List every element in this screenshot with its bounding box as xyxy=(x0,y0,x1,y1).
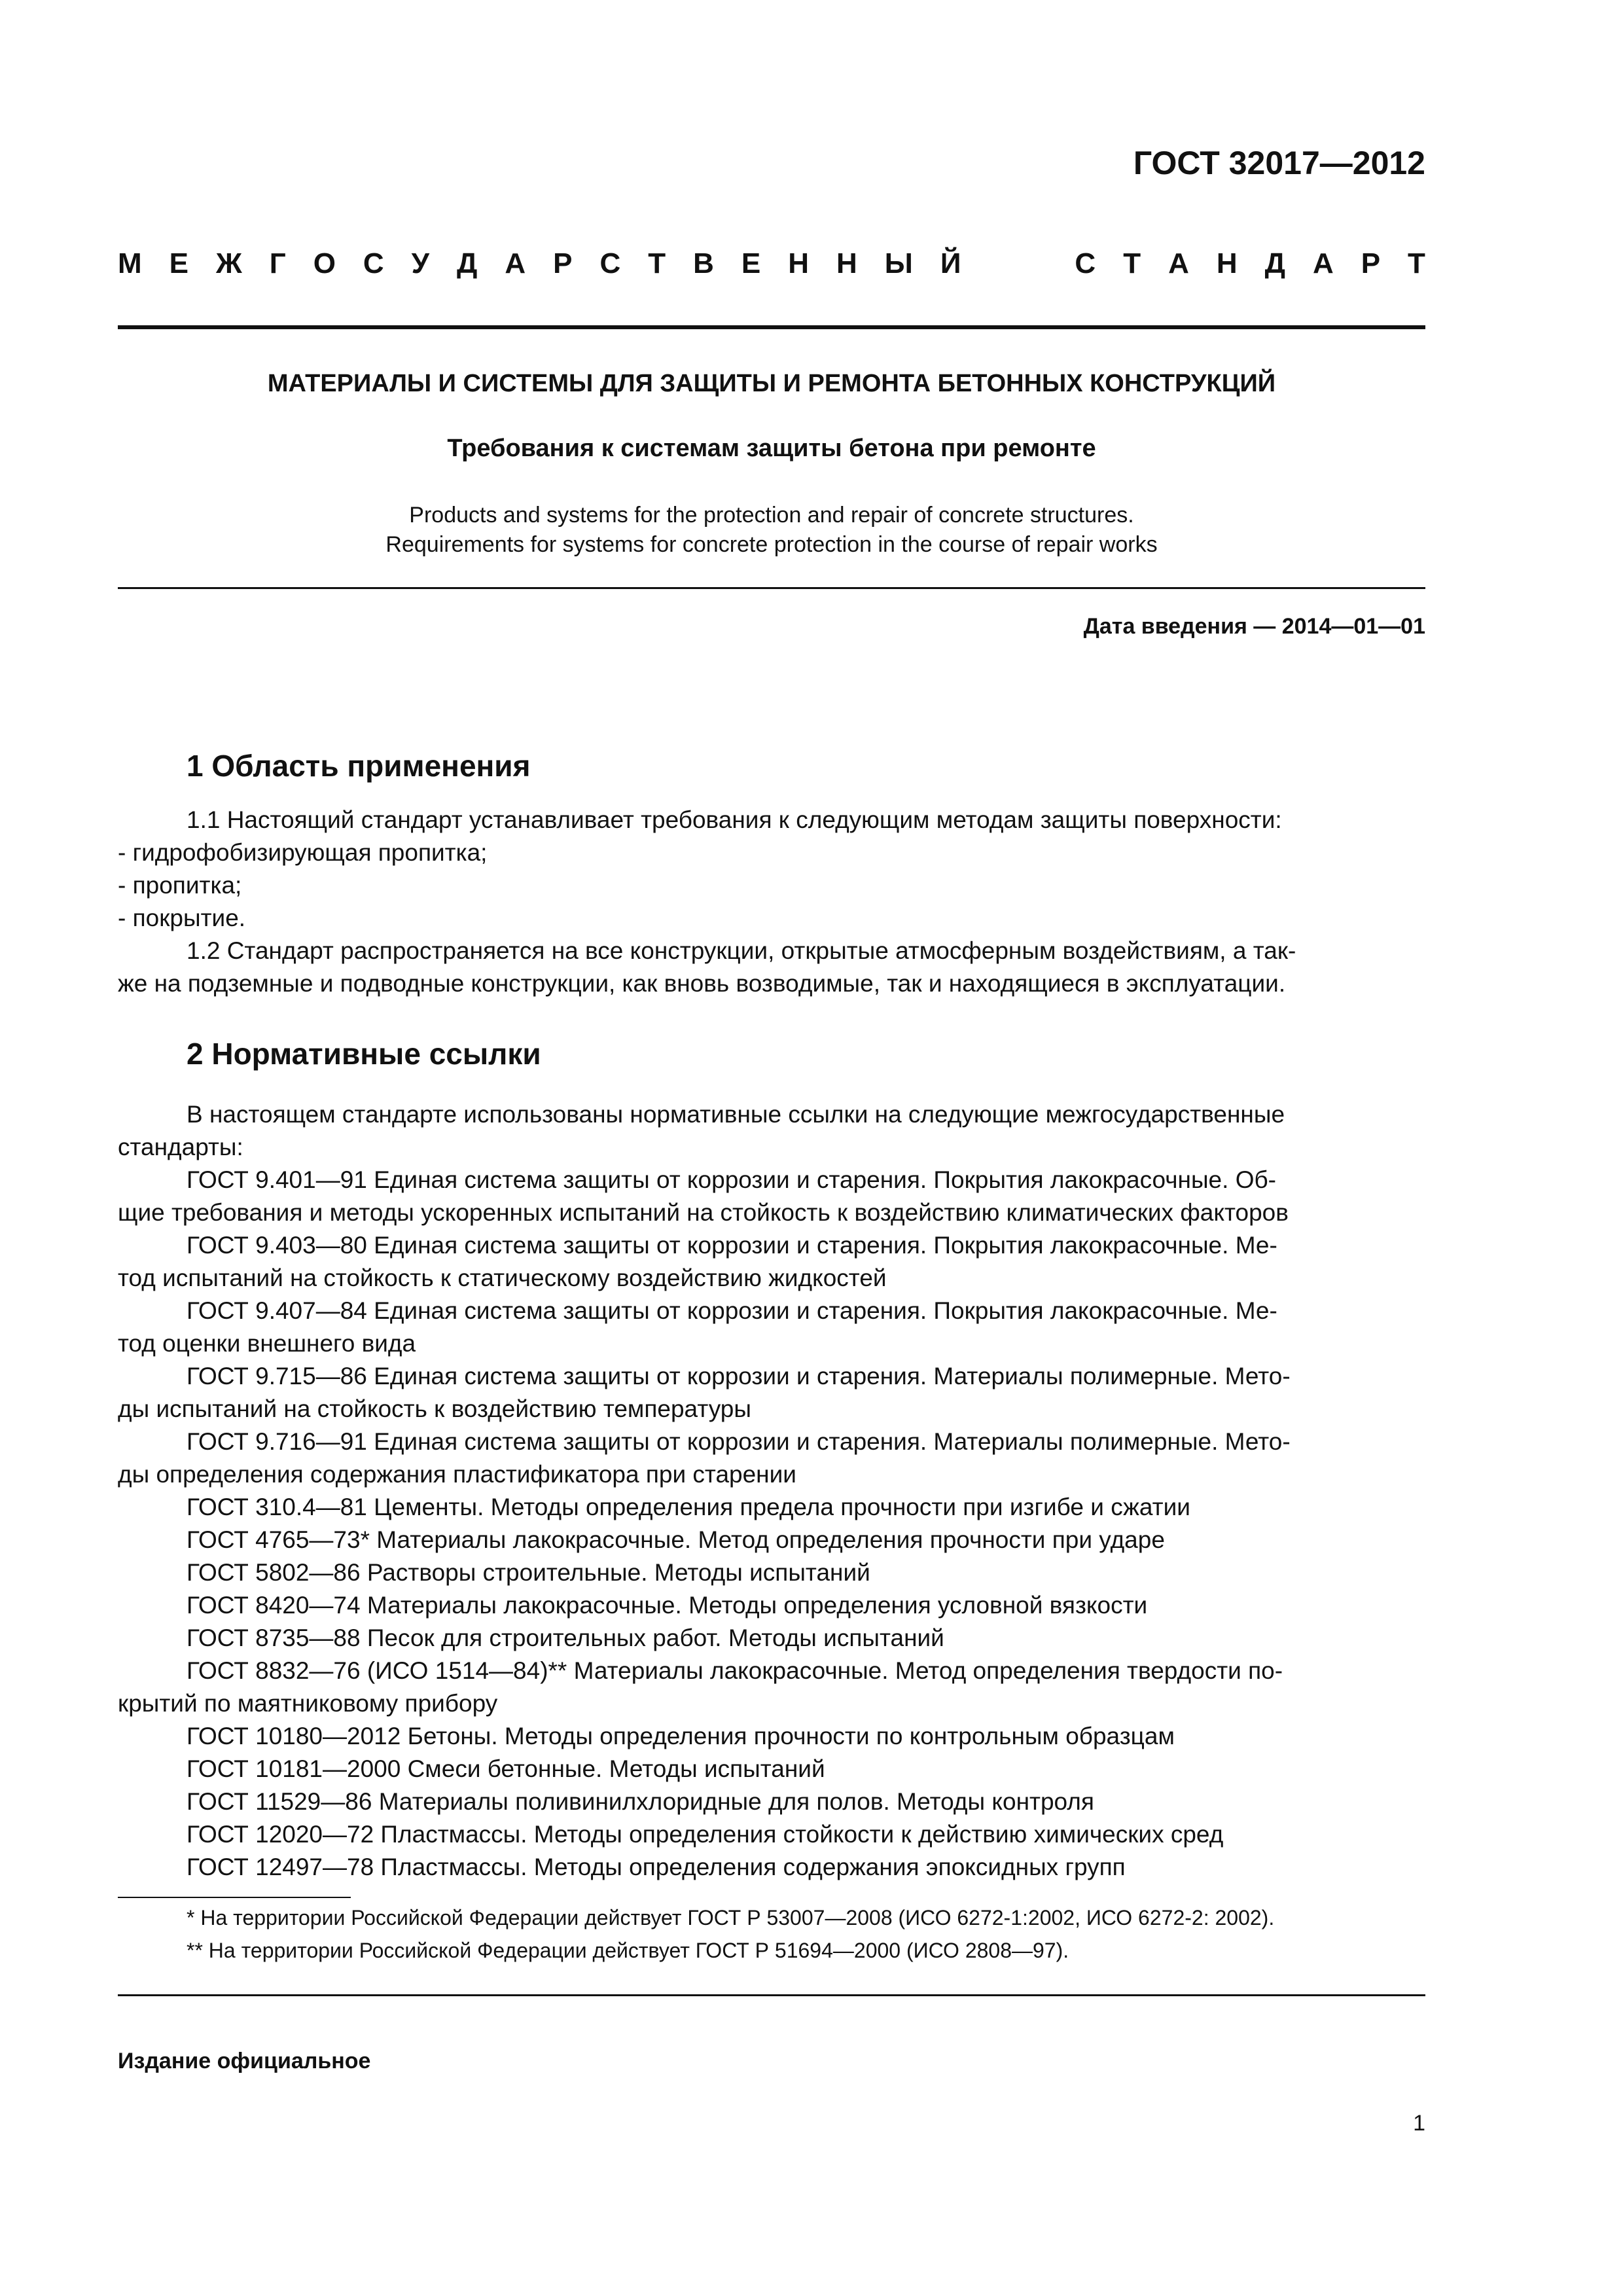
reference-line: ГОСТ 9.401—91 Единая система защиты от коррозии и старения. Покрытия лакокрасочные. Об- xyxy=(187,1166,1276,1193)
text-line: - гидрофобизирующая пропитка; xyxy=(118,839,488,866)
page-number: 1 xyxy=(1413,2111,1425,2136)
letter: Е xyxy=(741,247,761,279)
reference-line: ГОСТ 12020—72 Пластмассы. Методы определения стойкости к действию химических сред xyxy=(187,1821,1224,1848)
letter: Р xyxy=(1361,247,1381,279)
reference-line: ГОСТ 9.407—84 Единая система защиты от коррозии и старения. Покрытия лакокрасочные. Ме- xyxy=(187,1297,1277,1324)
header-divider xyxy=(118,325,1425,329)
letter: А xyxy=(1168,247,1189,279)
letter: Ж xyxy=(215,247,242,279)
reference-line: крытий по маятниковому прибору xyxy=(118,1690,498,1717)
letter: Д xyxy=(457,247,478,279)
text-line: - покрытие. xyxy=(118,905,246,931)
letter: С xyxy=(599,247,621,279)
footnote: ** На территории Российской Федерации действует ГОСТ Р 51694—2000 (ИСО 2808—97). xyxy=(187,1939,1069,1962)
word-gap xyxy=(988,247,1047,280)
letter: Д xyxy=(1264,247,1285,279)
reference-line: ды определения содержания пластификатора при старении xyxy=(118,1461,796,1488)
introduction-date: Дата введения — 2014—01—01 xyxy=(1083,614,1425,639)
letter: Г xyxy=(269,247,286,279)
letter: Н xyxy=(836,247,857,279)
reference-line: ГОСТ 4765—73* Материалы лакокрасочные. Метод определения прочности при ударе xyxy=(187,1526,1165,1553)
letter: Н xyxy=(788,247,810,279)
document-title: МАТЕРИАЛЫ И СИСТЕМЫ ДЛЯ ЗАЩИТЫ И РЕМОНТА БЕТОННЫХ КОНСТРУКЦИЙ xyxy=(267,370,1276,397)
text-line: же на подземные и подводные конструкции, как вновь возводимые, так и находящиеся в эксплуатации. xyxy=(118,970,1286,997)
english-title xyxy=(118,501,1425,560)
letter: С xyxy=(1075,247,1096,279)
footer-divider xyxy=(118,1994,1425,1996)
footnote: * На территории Российской Федерации действует ГОСТ Р 53007—2008 (ИСО 6272-1:2002, ИСО 6272-2: 2002). xyxy=(187,1906,1275,1929)
reference-line: ГОСТ 8832—76 (ИСО 1514—84)** Материалы лакокрасочные. Метод определения твердости по- xyxy=(187,1657,1283,1684)
letter: А xyxy=(1312,247,1334,279)
letter: В xyxy=(693,247,714,279)
text-line: 1.2 Стандарт распространяется на все конструкции, открытые атмосферным воздействиям, а так- xyxy=(187,937,1296,964)
text-line: В настоящем стандарте использованы нормативные ссылки на следующие межгосударственные xyxy=(187,1101,1285,1128)
letter: М xyxy=(118,247,142,279)
letter: Ы xyxy=(884,247,913,279)
reference-line: ГОСТ 12497—78 Пластмассы. Методы определения содержания эпоксидных групп xyxy=(187,1854,1126,1880)
letter: Т xyxy=(1408,247,1425,279)
reference-line: ГОСТ 10180—2012 Бетоны. Методы определения прочности по контрольным образцам xyxy=(187,1723,1175,1749)
reference-line: ГОСТ 9.716—91 Единая система защиты от коррозии и старения. Материалы полимерные. Мето- xyxy=(187,1428,1291,1455)
english-title-line: Requirements for systems for concrete protection in the course of repair works xyxy=(385,532,1158,557)
reference-line: ГОСТ 9.403—80 Единая система защиты от коррозии и старения. Покрытия лакокрасочные. Ме- xyxy=(187,1232,1277,1259)
reference-line: тод оценки внешнего вида xyxy=(118,1330,416,1357)
footnote-divider xyxy=(118,1897,351,1898)
text-line: стандарты: xyxy=(118,1134,243,1160)
reference-line: ГОСТ 11529—86 Материалы поливинилхлоридные для полов. Методы контроля xyxy=(187,1788,1094,1815)
standard-type-heading xyxy=(118,247,1425,280)
letter: У xyxy=(411,247,430,279)
reference-line: щие требования и методы ускоренных испытаний на стойкость к воздействию климатических факторов xyxy=(118,1199,1289,1226)
letter: Е xyxy=(169,247,188,279)
reference-line: ГОСТ 5802—86 Растворы строительные. Методы испытаний xyxy=(187,1559,870,1586)
letter: Р xyxy=(553,247,573,279)
letter: О xyxy=(313,247,336,279)
text-line: - пропитка; xyxy=(118,872,242,899)
letter: С xyxy=(363,247,384,279)
letter: Т xyxy=(648,247,666,279)
edition-label: Издание официальное xyxy=(118,2049,371,2073)
document-number: ГОСТ 32017—2012 xyxy=(1133,145,1425,181)
letter: Й xyxy=(940,247,961,279)
title-divider xyxy=(118,587,1425,589)
english-title-line: Products and systems for the protection and repair of concrete structures. xyxy=(409,503,1134,528)
reference-line: ды испытаний на стойкость к воздействию температуры xyxy=(118,1395,751,1422)
section-heading: 2 Нормативные ссылки xyxy=(187,1037,541,1071)
reference-line: ГОСТ 310.4—81 Цементы. Методы определения предела прочности при изгибе и сжатии xyxy=(187,1494,1190,1520)
reference-line: ГОСТ 9.715—86 Единая система защиты от коррозии и старения. Материалы полимерные. Мето- xyxy=(187,1363,1291,1390)
reference-line: тод испытаний на стойкость к статическому воздействию жидкостей xyxy=(118,1265,887,1291)
section-heading: 1 Область применения xyxy=(187,749,531,783)
letter: Н xyxy=(1216,247,1238,279)
document-subtitle: Требования к системам защиты бетона при ремонте xyxy=(447,435,1096,462)
document-page xyxy=(118,0,1425,2296)
letter: Т xyxy=(1123,247,1141,279)
text-line: 1.1 Настоящий стандарт устанавливает требования к следующим методам защиты поверхности: xyxy=(187,806,1282,833)
reference-line: ГОСТ 10181—2000 Смеси бетонные. Методы испытаний xyxy=(187,1755,825,1782)
reference-line: ГОСТ 8420—74 Материалы лакокрасочные. Методы определения условной вязкости xyxy=(187,1592,1148,1619)
letter: А xyxy=(505,247,526,279)
reference-line: ГОСТ 8735—88 Песок для строительных работ. Методы испытаний xyxy=(187,1624,944,1651)
